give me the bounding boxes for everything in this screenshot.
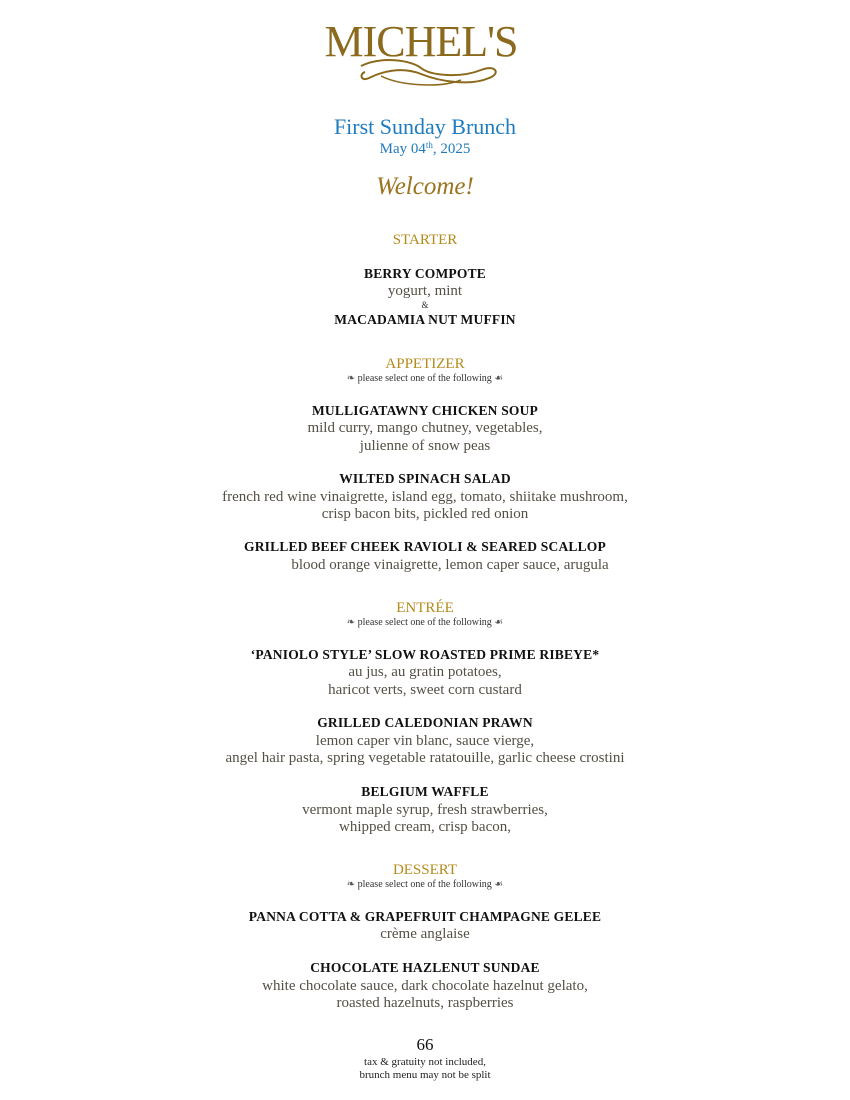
footer-note: tax & gratuity not included, bbox=[364, 1056, 486, 1068]
dish-description: haricot verts, sweet corn custard bbox=[328, 682, 522, 698]
ornament-right-icon: ☙ bbox=[494, 617, 504, 628]
dish-description: julienne of snow peas bbox=[359, 438, 491, 454]
ornament-left-icon: ❧ bbox=[346, 373, 356, 384]
dish-name: GRILLED CALEDONIAN PRAWN bbox=[317, 715, 533, 730]
dish-name: PANNA COTTA & GRAPEFRUIT CHAMPAGNE GELEE bbox=[248, 909, 602, 924]
dish-name: CHOCOLATE HAZLENUT SUNDAE bbox=[310, 960, 540, 975]
section-dessert-heading: DESSERT bbox=[392, 862, 458, 878]
dish-description: crisp bacon bits, pickled red onion bbox=[321, 506, 529, 522]
dish-description: au jus, au gratin potatoes, bbox=[348, 664, 502, 680]
dish-description: vermont maple syrup, fresh strawberries, bbox=[302, 802, 548, 818]
dish-name: GRILLED BEEF CHEEK RAVIOLI & SEARED SCALLOP bbox=[244, 539, 606, 554]
dish-description: roasted hazelnuts, raspberries bbox=[336, 995, 514, 1011]
logo-wordmark: MICHEL'S bbox=[324, 17, 518, 66]
dish-description: french red wine vinaigrette, island egg, tomato, shiitake mushroom, bbox=[222, 489, 628, 505]
dish-name: BERRY COMPOTE bbox=[363, 266, 486, 281]
section-starter-heading: STARTER bbox=[392, 232, 458, 248]
dish-name: MACADAMIA NUT MUFFIN bbox=[334, 312, 516, 327]
dish-description: crème anglaise bbox=[380, 926, 470, 942]
dish-description: angel hair pasta, spring vegetable ratatouille, garlic cheese crostini bbox=[225, 750, 625, 766]
welcome-heading: Welcome! bbox=[376, 173, 474, 200]
date-month-day: May 04 bbox=[379, 141, 426, 157]
ornament-right-icon: ☙ bbox=[494, 373, 504, 384]
dish-description: mild curry, mango chutney, vegetables, bbox=[307, 420, 543, 436]
section-entree-heading: ENTRÉE bbox=[396, 600, 454, 616]
dish-name: BELGIUM WAFFLE bbox=[361, 784, 489, 799]
dish-name: ‘PANIOLO STYLE’ SLOW ROASTED PRIME RIBEYE* bbox=[250, 647, 600, 662]
footer-note: brunch menu may not be split bbox=[359, 1069, 491, 1081]
selection-note-text: please select one of the following bbox=[357, 879, 492, 890]
dish-description: yogurt, mint bbox=[387, 283, 463, 299]
dish-name: WILTED SPINACH SALAD bbox=[339, 471, 511, 486]
selection-note bbox=[0, 373, 850, 385]
selection-note-text: please select one of the following bbox=[357, 617, 492, 628]
selection-note bbox=[0, 617, 850, 629]
selection-note bbox=[0, 879, 850, 891]
section-appetizer-heading: APPETIZER bbox=[385, 356, 465, 372]
date-ordinal: th bbox=[425, 140, 433, 150]
ornament-right-icon: ☙ bbox=[494, 879, 504, 890]
dish-description: lemon caper vin blanc, sauce vierge, bbox=[315, 733, 535, 749]
dish-description: white chocolate sauce, dark chocolate hazelnut gelato, bbox=[262, 978, 588, 994]
ornament-left-icon: ❧ bbox=[346, 879, 356, 890]
michels-logo bbox=[321, 16, 521, 88]
dish-description: whipped cream, crisp bacon, bbox=[338, 819, 512, 835]
dish-connector: & bbox=[421, 300, 429, 310]
ornament-left-icon: ❧ bbox=[346, 617, 356, 628]
menu-date bbox=[0, 140, 850, 158]
selection-note-text: please select one of the following bbox=[357, 373, 492, 384]
dish-name: MULLIGATAWNY CHICKEN SOUP bbox=[311, 403, 539, 418]
menu-title: First Sunday Brunch bbox=[333, 114, 517, 139]
logo-flourish-icon bbox=[321, 16, 521, 88]
menu-price: 66 bbox=[416, 1035, 434, 1054]
dish-description: blood orange vinaigrette, lemon caper sauce, arugula bbox=[291, 557, 609, 573]
date-year: , 2025 bbox=[432, 141, 471, 157]
